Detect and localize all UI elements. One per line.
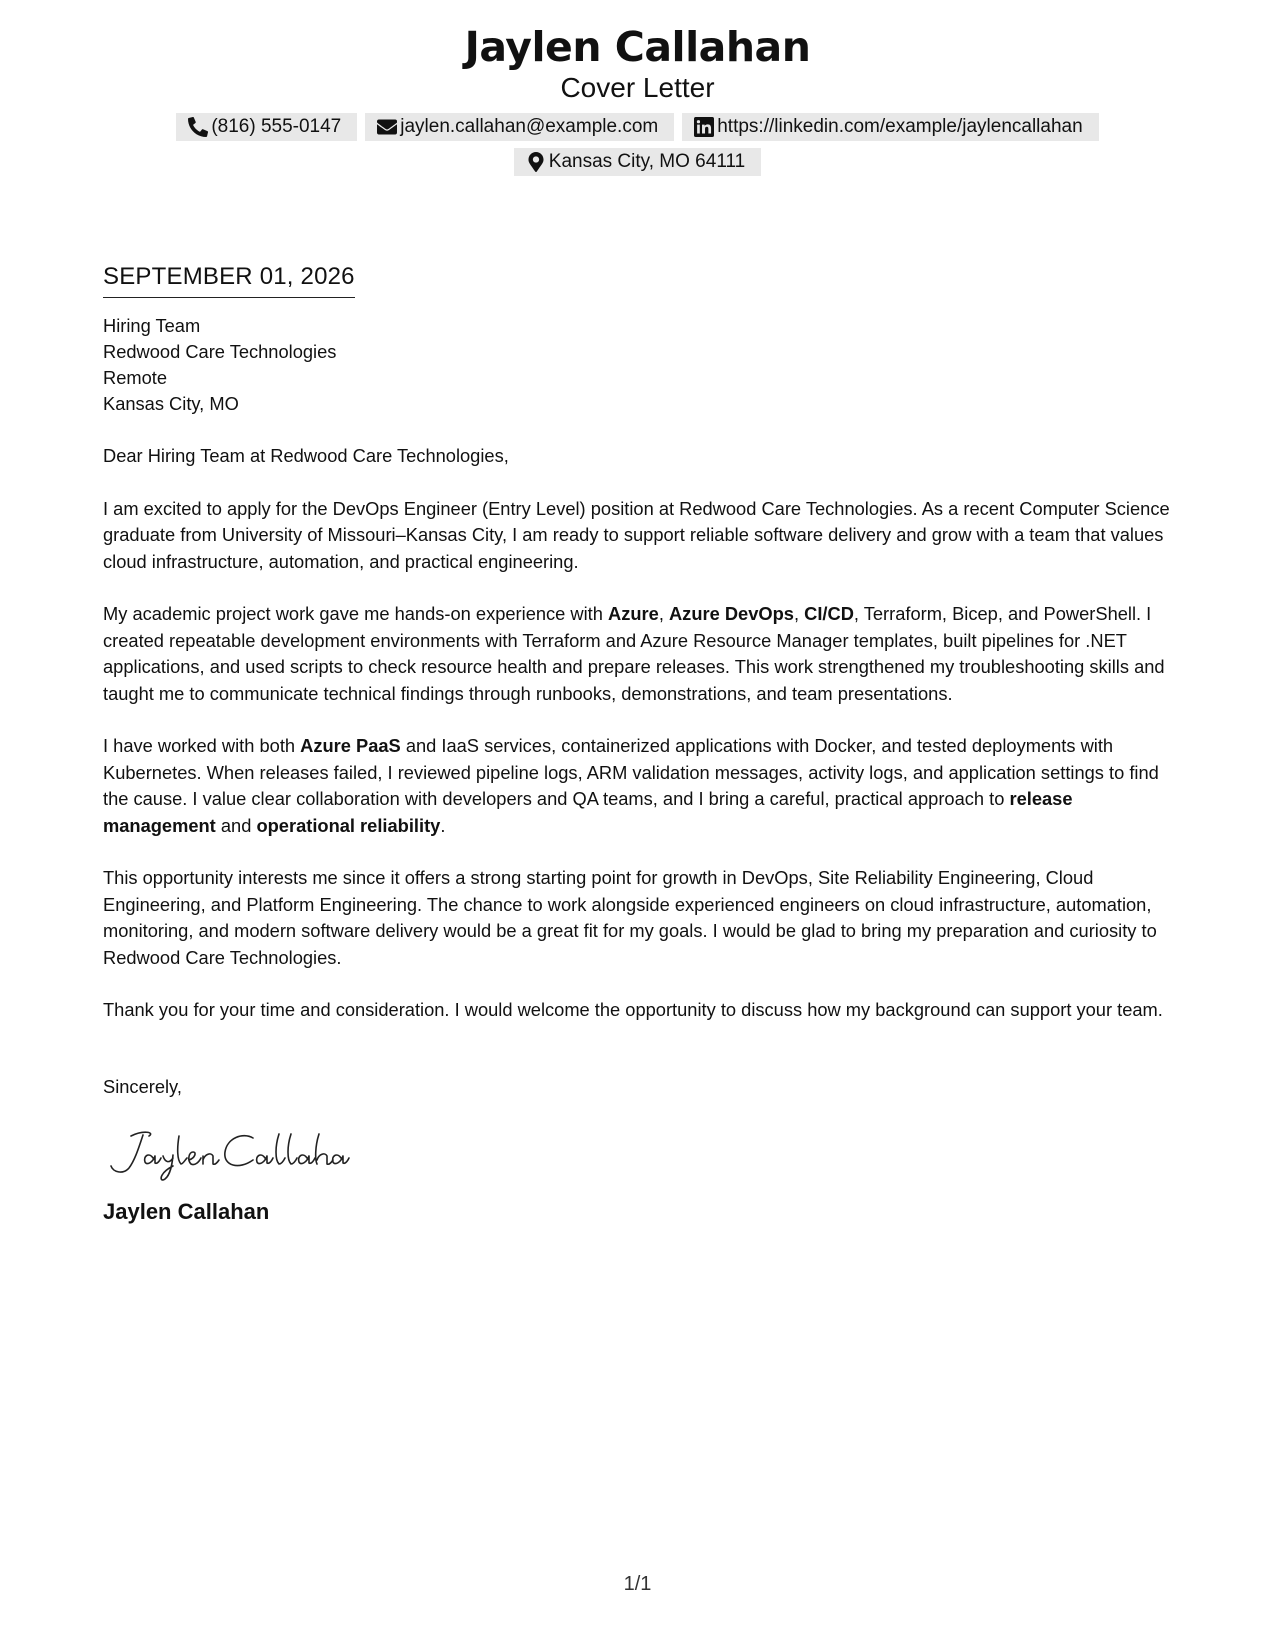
phone-number: (816) 555-0147 xyxy=(211,116,342,137)
emphasis: CI/CD xyxy=(804,603,854,624)
emphasis: Azure xyxy=(608,603,659,624)
text-span: , xyxy=(658,603,669,624)
text-span: and IaaS services, containerized applications with Docker, and tested deployments with Kubernetes. When releases failed, I reviewed pipeline logs, ARM validation messages, activity logs, and application settings to find the cause. I value clear collaboration with developers and QA teams, and I bring a careful, practical approach to xyxy=(103,735,1159,809)
paragraph-experience xyxy=(103,601,1183,707)
emphasis: Azure DevOps xyxy=(668,603,794,624)
emphasis: Azure PaaS xyxy=(300,735,401,756)
envelope-icon xyxy=(377,117,397,137)
contact-row xyxy=(0,113,1275,141)
signed-name: Jaylen Callahan xyxy=(103,1199,270,1224)
linkedin-chip[interactable] xyxy=(682,113,1098,141)
recipient-line: Kansas City, MO xyxy=(103,393,239,414)
applicant-name: Jaylen Callahan xyxy=(464,23,811,71)
recipient-line: Hiring Team xyxy=(103,315,201,336)
linkedin-icon xyxy=(694,117,714,137)
contact-row-2 xyxy=(0,148,1275,176)
letter-body xyxy=(103,262,1183,1226)
page-number: 1/1 xyxy=(623,1573,652,1595)
paragraph-motivation: This opportunity interests me since it offers a strong starting point for growth in DevOps, Site Reliability Engineering, Cloud Engineering, and Platform Engineering. The chance to work alongside experienced engineers on cloud infrastructure, automation, monitoring, and modern software delivery would be a great fit for my goals. I would be glad to bring my preparation and curiosity to Redwood Care Technologies. xyxy=(103,867,1157,968)
text-span: . xyxy=(440,814,446,836)
recipient-line: Remote xyxy=(103,367,168,388)
recipient-address xyxy=(103,313,1183,417)
location-chip xyxy=(514,148,761,176)
linkedin-url[interactable]: https://linkedin.com/example/jaylencallahan xyxy=(717,116,1083,137)
document-subtitle: Cover Letter xyxy=(560,72,715,103)
text-span: My academic project work gave me hands-on experience with xyxy=(103,603,609,624)
paragraph-thanks: Thank you for your time and consideration. I would welcome the opportunity to discuss how my background can support your team. xyxy=(103,999,1163,1020)
location-text: Kansas City, MO 64111 xyxy=(548,151,746,172)
phone-chip xyxy=(176,113,357,141)
closing: Sincerely, xyxy=(103,1075,182,1097)
handwritten-signature xyxy=(103,1122,1183,1182)
paragraph-intro: I am excited to apply for the DevOps Engineer (Entry Level) position at Redwood Care Technologies. As a recent Computer Science graduate from University of Missouri–Kansas City, I am ready to support reliable software delivery and grow with a team that values cloud infrastructure, automation, and practical engineering. xyxy=(103,497,1170,572)
emphasis: release management xyxy=(103,788,1073,836)
letter-header xyxy=(0,22,1275,105)
text-span: , Terraform, Bicep, and PowerShell. I created repeatable development environments with Terraform and Azure Resource Manager templates, built pipelines for .NET applications, and used scripts to check resource health and prepare releases. This work strengthened my troubleshooting skills and taught me to communicate technical findings through runbooks, demonstrations, and team presentations. xyxy=(103,603,1165,704)
salutation: Dear Hiring Team at Redwood Care Technologies, xyxy=(103,445,509,466)
letter-date: SEPTEMBER 01, 2026 xyxy=(103,262,355,298)
map-marker-icon xyxy=(526,152,546,172)
text-span: I have worked with both xyxy=(103,735,301,756)
text-span: and xyxy=(215,814,257,836)
email-chip[interactable] xyxy=(365,113,674,141)
phone-icon xyxy=(188,117,208,137)
text-span: , xyxy=(793,603,805,624)
emphasis: operational reliability xyxy=(256,814,441,836)
email-address[interactable]: jaylen.callahan@example.com xyxy=(400,116,659,137)
paragraph-skills xyxy=(103,733,1183,839)
recipient-line: Redwood Care Technologies xyxy=(103,341,337,362)
